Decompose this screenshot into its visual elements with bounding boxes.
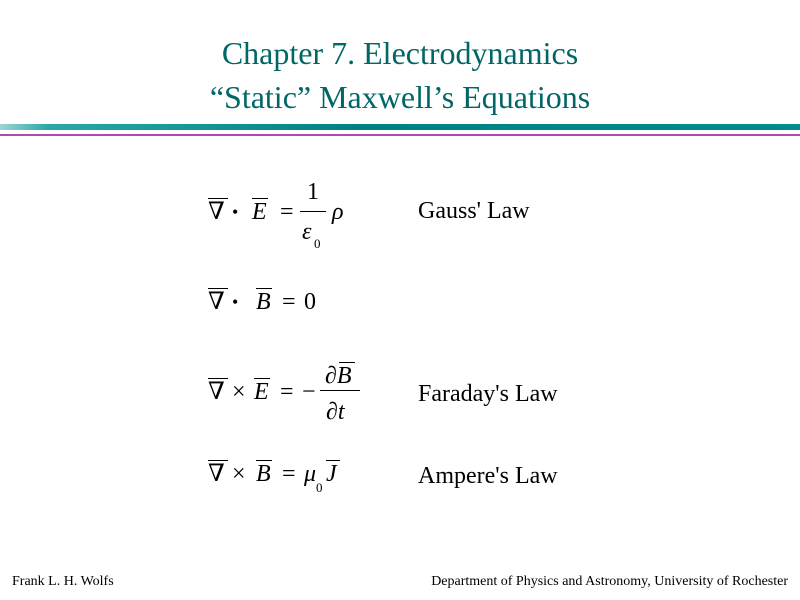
fraction-numerator: ∂B — [325, 363, 352, 389]
divergence-b-equation — [208, 286, 328, 318]
nabla-symbol: ∇ — [208, 379, 225, 405]
footer-author: Frank L. H. Wolfs — [12, 574, 114, 589]
field-symbol: B — [256, 461, 271, 487]
nabla-symbol: ∇ — [208, 461, 225, 487]
faraday-law-label: Faraday's Law — [418, 381, 558, 407]
subscript: 0 — [316, 480, 323, 495]
faraday-law-equation — [208, 360, 368, 426]
ampere-law-label: Ampere's Law — [418, 463, 558, 489]
cross-operator: × — [232, 461, 246, 487]
current-density-symbol: J — [326, 461, 337, 487]
dot-operator: • — [232, 202, 239, 222]
fraction-numerator: 1 — [307, 179, 319, 205]
title-divider-teal — [0, 124, 800, 130]
fraction-denominator: ∂t — [326, 399, 345, 425]
zero: 0 — [304, 289, 316, 315]
equals-sign: = — [282, 289, 296, 315]
dot-operator: • — [232, 292, 239, 312]
slide-title-line-2: “Static” Maxwell’s Equations — [209, 79, 591, 115]
minus-sign: − — [302, 379, 316, 405]
charge-density-symbol: ρ — [332, 199, 344, 225]
gauss-law-equation — [208, 179, 368, 252]
nabla-symbol: ∇ — [208, 289, 225, 315]
nabla-symbol: ∇ — [208, 199, 225, 225]
fraction-bar — [320, 390, 360, 391]
field-symbol: E — [254, 379, 269, 405]
gauss-law-label: Gauss' Law — [418, 198, 530, 224]
fraction-denominator: ε — [302, 219, 312, 245]
subscript: 0 — [314, 236, 321, 251]
equals-sign: = — [280, 379, 294, 405]
field-symbol: E — [252, 199, 267, 225]
equals-sign: = — [282, 461, 296, 487]
ampere-law-equation — [208, 458, 368, 498]
title-divider-magenta — [0, 134, 800, 136]
cross-operator: × — [232, 379, 246, 405]
equals-sign: = — [280, 199, 294, 225]
field-symbol: B — [256, 289, 271, 315]
footer-affiliation: Department of Physics and Astronomy, University of Rochester — [431, 574, 788, 589]
fraction-bar — [300, 211, 326, 212]
slide-title-line-1: Chapter 7. Electrodynamics — [221, 35, 579, 71]
mu-symbol: μ — [304, 461, 317, 487]
